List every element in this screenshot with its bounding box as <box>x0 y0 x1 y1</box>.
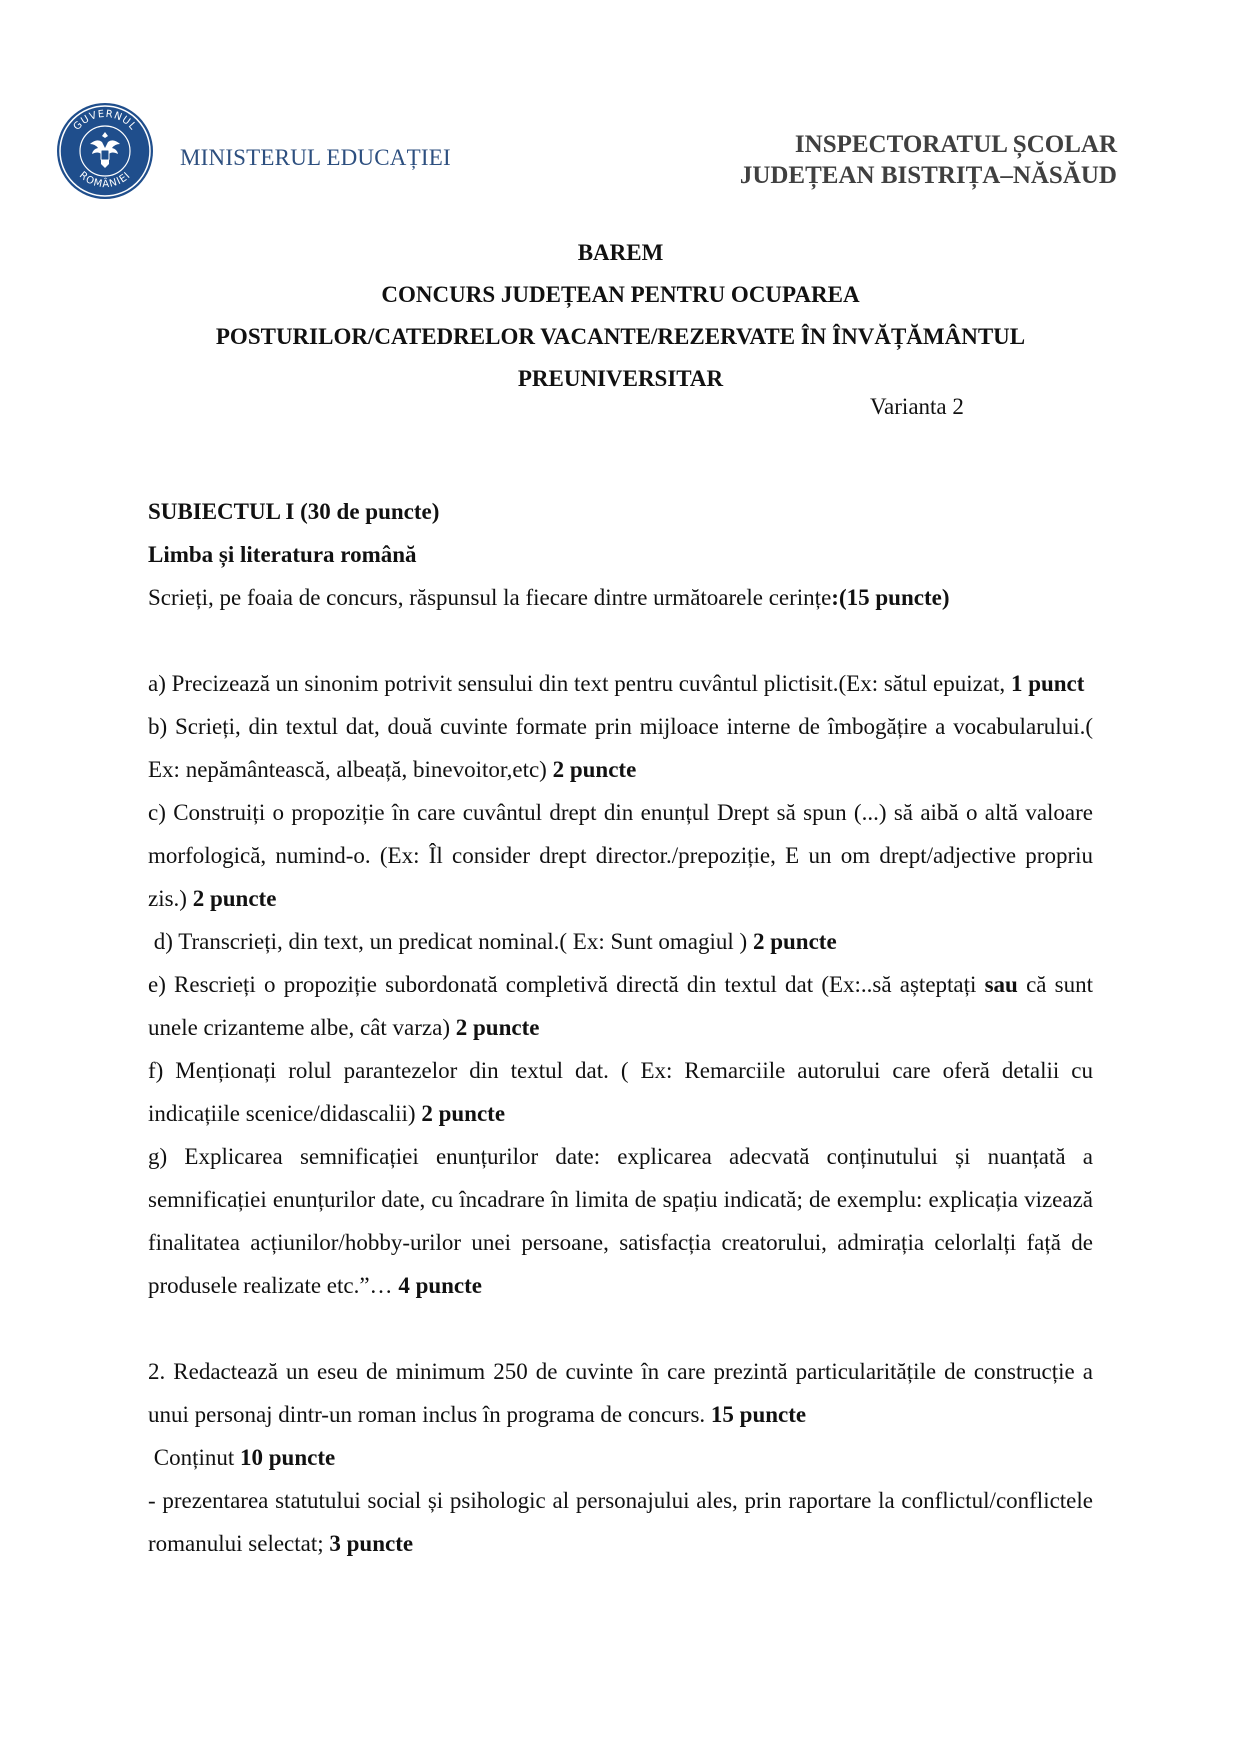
item-d: d) Transcrieți, din text, un predicat nominal.( Ex: Sunt omagiul ) 2 puncte <box>153 929 837 954</box>
title-line-2: CONCURS JUDEȚEAN PENTRU OCUPAREA <box>381 282 860 307</box>
subject-heading: SUBIECTUL I (30 de puncte) <box>148 499 440 524</box>
logo-ring-text: GUVERNUL <box>71 108 139 133</box>
subject-subheading: Limba și literatura română <box>148 542 417 567</box>
document-title-block <box>0 232 1241 400</box>
inspectorate-line-1: INSPECTORATUL ȘCOLAR <box>794 131 1117 158</box>
item-b: b) Scrieți, din textul dat, două cuvinte formate prin mijloace interne de îmbogățire a vocabularului.( Ex: nepământească, albeață, binevoitor,etc) 2 puncte <box>148 714 1093 782</box>
essay-content-label: Conținut 10 puncte <box>153 1445 336 1470</box>
essay-criterion-1: - prezentarea statutului social și psihologic al personajului ales, prin raportare la conflictul/conflictele romanului selectat; 3 puncte <box>148 1488 1093 1556</box>
ministry-name: MINISTERUL EDUCAȚIEI <box>180 145 451 170</box>
document-body <box>148 490 1093 1565</box>
title-barem: BAREM <box>577 240 664 265</box>
variant-label: Varianta 2 <box>870 394 964 419</box>
item-c: c) Construiți o propoziție în care cuvântul drept din enunțul Drept să spun (...) să aibă o altă valoare morfologică, numind-o. (Ex: Îl consider drept director./prepoziție, E un om drept/adjective propriu zis.) 2 puncte <box>148 800 1093 911</box>
inspectorate-name <box>740 129 1117 191</box>
svg-text:ROMÂNIEI: ROMÂNIEI <box>76 169 134 191</box>
subject-instruction: Scrieți, pe foaia de concurs, răspunsul la fiecare dintre următoarele cerințe:(15 puncte) <box>148 585 950 610</box>
title-line-3: POSTURILOR/CATEDRELOR VACANTE/REZERVATE ÎN ÎNVĂȚĂMÂNTUL <box>215 324 1026 349</box>
item-e: e) Rescrieți o propoziție subordonată completivă directă din textul dat (Ex:..să așteptați sau că sunt unele crizanteme albe, cât varza) 2 puncte <box>148 972 1094 1040</box>
item-f: f) Menționați rolul parantezelor din textul dat. ( Ex: Remarciile autorului care oferă detalii cu indicațiile scenice/didascalii) 2 puncte <box>148 1058 1093 1126</box>
title-line-4: PREUNIVERSITAR <box>517 366 724 391</box>
item-g: g) Explicarea semnificației enunțurilor date: explicarea adecvată conținutului și nuanțată a semnificației enunțurilor date, cu încadrare în limita de spațiu indicată; de exemplu: explicația vizează finalitatea acțiunilor/hobby-urilor unei persoane, satisfacția creatorului, admirația celorlalți față de produsele realizate etc.”… 4 puncte <box>148 1144 1093 1298</box>
essay-task: 2. Redactează un eseu de minimum 250 de cuvinte în care prezintă particularitățile de construcție a unui personaj dintr-un roman inclus în programa de concurs. 15 puncte <box>148 1359 1093 1427</box>
inspectorate-line-2: JUDEȚEAN BISTRIȚA–NĂSĂUD <box>739 162 1117 189</box>
government-seal-logo <box>56 102 154 200</box>
item-a: a) Precizează un sinonim potrivit sensului din text pentru cuvântul plictisit.(Ex: sătul epuizat, 1 punct <box>148 671 1085 696</box>
